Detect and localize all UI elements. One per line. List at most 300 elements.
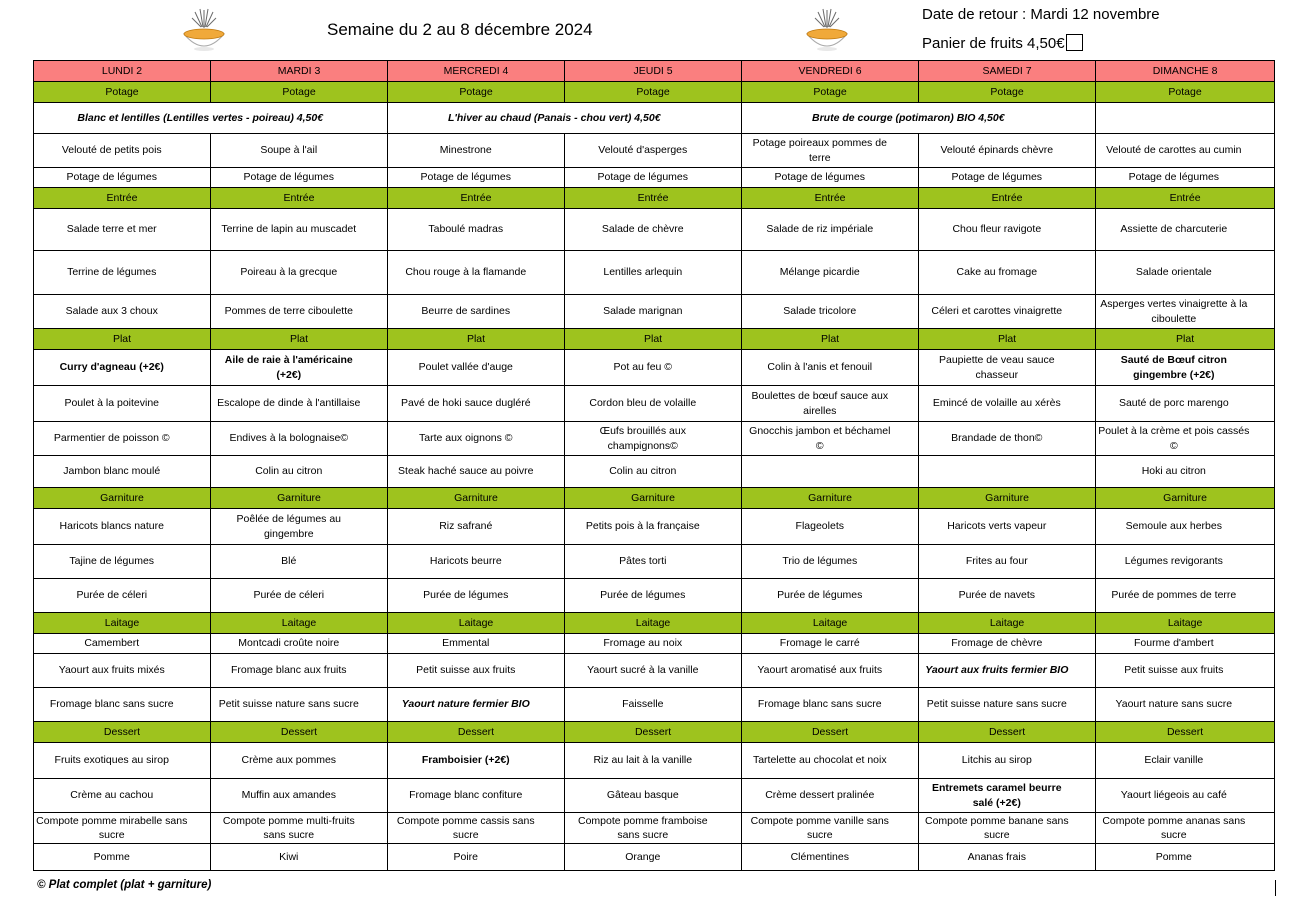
menu-item: Jambon blanc moulé bbox=[34, 456, 190, 488]
menu-item: Velouté d'asperges bbox=[565, 134, 721, 168]
section-header-entree: Entrée bbox=[565, 188, 742, 209]
empty-cell bbox=[1252, 103, 1275, 134]
empty-cell bbox=[898, 545, 919, 579]
empty-cell bbox=[190, 350, 211, 386]
section-header-dessert: Dessert bbox=[34, 722, 211, 743]
empty-cell bbox=[367, 634, 388, 654]
empty-cell bbox=[898, 134, 919, 168]
empty-cell bbox=[898, 456, 919, 488]
menu-item: Salade tricolore bbox=[742, 295, 898, 329]
menu-item: Potage de légumes bbox=[1096, 168, 1252, 188]
footer-note: © Plat complet (plat + garniture) bbox=[37, 879, 212, 891]
day-header: SAMEDI 7 bbox=[919, 61, 1096, 82]
empty-cell bbox=[1075, 545, 1096, 579]
fruit-basket-label: Panier de fruits 4,50€ bbox=[922, 35, 1065, 52]
empty-cell bbox=[190, 168, 211, 188]
table-row bbox=[34, 613, 1275, 634]
empty-cell bbox=[1252, 813, 1275, 844]
table-row bbox=[34, 722, 1275, 743]
table-row bbox=[34, 654, 1275, 688]
empty-cell bbox=[1075, 813, 1096, 844]
empty-cell bbox=[544, 509, 565, 545]
menu-item: Velouté de petits pois bbox=[34, 134, 190, 168]
empty-cell bbox=[367, 779, 388, 813]
empty-cell bbox=[367, 422, 388, 456]
menu-item: Purée de légumes bbox=[742, 579, 898, 613]
table-row bbox=[34, 545, 1275, 579]
section-header-potage: Potage bbox=[211, 82, 388, 103]
menu-item: Potage de légumes bbox=[211, 168, 367, 188]
menu-item: Petits pois à la française bbox=[565, 509, 721, 545]
menu-item: Yaourt liégeois au café bbox=[1096, 779, 1252, 813]
table-row bbox=[34, 82, 1275, 103]
section-header-entree: Entrée bbox=[211, 188, 388, 209]
menu-item: Endives à la bolognaise© bbox=[211, 422, 367, 456]
menu-item: Asperges vertes vinaigrette à la ciboulette bbox=[1096, 295, 1252, 329]
menu-item: Paupiette de veau sauce chasseur bbox=[919, 350, 1075, 386]
menu-item: Sauté de Bœuf citron gingembre (+2€) bbox=[1096, 350, 1252, 386]
empty-cell bbox=[1075, 509, 1096, 545]
empty-cell bbox=[1075, 743, 1096, 779]
section-header-laitage: Laitage bbox=[211, 613, 388, 634]
menu-item: Fromage de chèvre bbox=[919, 634, 1075, 654]
empty-cell bbox=[367, 386, 388, 422]
menu-item: Salade aux 3 choux bbox=[34, 295, 190, 329]
table-row bbox=[34, 779, 1275, 813]
empty-cell bbox=[367, 295, 388, 329]
empty-cell bbox=[1252, 654, 1275, 688]
empty-cell bbox=[190, 688, 211, 722]
menu-item: Camembert bbox=[34, 634, 190, 654]
empty-cell bbox=[544, 545, 565, 579]
menu-item: Tarte aux oignons © bbox=[388, 422, 544, 456]
empty-cell bbox=[1252, 545, 1275, 579]
menu-item: Beurre de sardines bbox=[388, 295, 544, 329]
table-row bbox=[34, 168, 1275, 188]
menu-item: Céleri et carottes vinaigrette bbox=[919, 295, 1075, 329]
table-row bbox=[34, 509, 1275, 545]
menu-item: Framboisier (+2€) bbox=[388, 743, 544, 779]
menu-item: Semoule aux herbes bbox=[1096, 509, 1252, 545]
menu-item: Compote pomme vanille sans sucre bbox=[742, 813, 898, 844]
menu-item: Lentilles arlequin bbox=[565, 251, 721, 295]
empty-cell bbox=[721, 168, 742, 188]
empty-cell bbox=[1075, 168, 1096, 188]
menu-item: Clémentines bbox=[742, 844, 898, 871]
empty-cell bbox=[721, 456, 742, 488]
menu-item: Crème au cachou bbox=[34, 779, 190, 813]
menu-item: Blé bbox=[211, 545, 367, 579]
empty-cell bbox=[898, 422, 919, 456]
menu-item: Steak haché sauce au poivre bbox=[388, 456, 544, 488]
menu-item: Purée de navets bbox=[919, 579, 1075, 613]
special-soup: Brute de courge (potimaron) BIO 4,50€ bbox=[742, 103, 1075, 134]
empty-cell bbox=[544, 688, 565, 722]
menu-item: Yaourt nature sans sucre bbox=[1096, 688, 1252, 722]
empty-cell bbox=[1252, 743, 1275, 779]
section-header-potage: Potage bbox=[388, 82, 565, 103]
table-row bbox=[34, 295, 1275, 329]
menu-item: Fromage au noix bbox=[565, 634, 721, 654]
empty-cell bbox=[544, 422, 565, 456]
table-row bbox=[34, 579, 1275, 613]
table-row bbox=[34, 209, 1275, 251]
menu-item: Terrine de lapin au muscadet bbox=[211, 209, 367, 251]
empty-cell bbox=[190, 545, 211, 579]
empty-cell bbox=[721, 545, 742, 579]
empty-cell bbox=[1096, 103, 1252, 134]
menu-item: Assiette de charcuterie bbox=[1096, 209, 1252, 251]
empty-cell bbox=[898, 168, 919, 188]
empty-cell bbox=[898, 654, 919, 688]
section-header-entree: Entrée bbox=[1096, 188, 1275, 209]
section-header-dessert: Dessert bbox=[388, 722, 565, 743]
menu-item: Gnocchis jambon et béchamel © bbox=[742, 422, 898, 456]
menu-item: Faisselle bbox=[565, 688, 721, 722]
empty-cell bbox=[367, 134, 388, 168]
menu-item: Escalope de dinde à l'antillaise bbox=[211, 386, 367, 422]
section-header-dessert: Dessert bbox=[742, 722, 919, 743]
empty-cell bbox=[721, 509, 742, 545]
menu-item: Potage de légumes bbox=[388, 168, 544, 188]
menu-item: Pot au feu © bbox=[565, 350, 721, 386]
section-header-plat: Plat bbox=[742, 329, 919, 350]
empty-cell bbox=[721, 743, 742, 779]
empty-cell bbox=[1075, 779, 1096, 813]
menu-item: Salade de riz impériale bbox=[742, 209, 898, 251]
menu-item: Œufs brouillés aux champignons© bbox=[565, 422, 721, 456]
menu-item: Compote pomme framboise sans sucre bbox=[565, 813, 721, 844]
menu-item: Montcadi croûte noire bbox=[211, 634, 367, 654]
menu-item: Poulet vallée d'auge bbox=[388, 350, 544, 386]
empty-cell bbox=[1252, 688, 1275, 722]
empty-cell bbox=[367, 654, 388, 688]
table-row bbox=[34, 844, 1275, 871]
menu-item: Poulet à la poitevine bbox=[34, 386, 190, 422]
menu-item: Fourme d'ambert bbox=[1096, 634, 1252, 654]
empty-cell bbox=[544, 295, 565, 329]
menu-item: Emmental bbox=[388, 634, 544, 654]
empty-cell bbox=[1075, 103, 1096, 134]
menu-item: Potage de légumes bbox=[742, 168, 898, 188]
menu-item: Potage de légumes bbox=[565, 168, 721, 188]
empty-cell bbox=[544, 386, 565, 422]
section-header-potage: Potage bbox=[34, 82, 211, 103]
empty-cell bbox=[1252, 456, 1275, 488]
empty-cell bbox=[544, 251, 565, 295]
table-row bbox=[34, 813, 1275, 844]
fruit-basket-option bbox=[922, 34, 1083, 52]
day-header: DIMANCHE 8 bbox=[1096, 61, 1275, 82]
section-header-laitage: Laitage bbox=[1096, 613, 1275, 634]
empty-cell bbox=[544, 456, 565, 488]
section-header-dessert: Dessert bbox=[919, 722, 1096, 743]
weekly-menu-table bbox=[33, 60, 1275, 871]
empty-cell bbox=[190, 654, 211, 688]
table-row bbox=[34, 488, 1275, 509]
menu-item: Mélange picardie bbox=[742, 251, 898, 295]
menu-item: Ananas frais bbox=[919, 844, 1075, 871]
menu-item: Flageolets bbox=[742, 509, 898, 545]
menu-item: Kiwi bbox=[211, 844, 367, 871]
empty-cell bbox=[1252, 168, 1275, 188]
special-soup: L'hiver au chaud (Panais - chou vert) 4,50€ bbox=[388, 103, 721, 134]
menu-item: Purée de céleri bbox=[34, 579, 190, 613]
empty-cell bbox=[721, 654, 742, 688]
page-title: Semaine du 2 au 8 décembre 2024 bbox=[327, 20, 593, 39]
menu-item: Cake au fromage bbox=[919, 251, 1075, 295]
empty-cell bbox=[898, 251, 919, 295]
soup-bowl-icon bbox=[803, 6, 851, 52]
empty-cell bbox=[898, 509, 919, 545]
menu-item: Pavé de hoki sauce dugléré bbox=[388, 386, 544, 422]
empty-cell bbox=[721, 688, 742, 722]
menu-item: Hoki au citron bbox=[1096, 456, 1252, 488]
empty-cell bbox=[1075, 386, 1096, 422]
menu-item: Cordon bleu de volaille bbox=[565, 386, 721, 422]
empty-cell bbox=[1075, 579, 1096, 613]
empty-cell bbox=[898, 209, 919, 251]
empty-cell bbox=[1252, 844, 1275, 871]
empty-cell bbox=[721, 350, 742, 386]
empty-cell bbox=[367, 813, 388, 844]
menu-item: Litchis au sirop bbox=[919, 743, 1075, 779]
empty-cell bbox=[544, 209, 565, 251]
section-header-garniture: Garniture bbox=[742, 488, 919, 509]
section-header-potage: Potage bbox=[565, 82, 742, 103]
section-header-entree: Entrée bbox=[919, 188, 1096, 209]
menu-item: Yaourt aromatisé aux fruits bbox=[742, 654, 898, 688]
empty-cell bbox=[1075, 422, 1096, 456]
empty-cell bbox=[190, 422, 211, 456]
empty-cell bbox=[1075, 209, 1096, 251]
menu-item: Colin au citron bbox=[565, 456, 721, 488]
section-header-plat: Plat bbox=[34, 329, 211, 350]
day-header: VENDREDI 6 bbox=[742, 61, 919, 82]
empty-cell bbox=[1252, 350, 1275, 386]
menu-item: Chou rouge à la flamande bbox=[388, 251, 544, 295]
menu-item: Velouté épinards chèvre bbox=[919, 134, 1075, 168]
menu-item: Salade orientale bbox=[1096, 251, 1252, 295]
empty-cell bbox=[1075, 295, 1096, 329]
menu-item: Tartelette au chocolat et noix bbox=[742, 743, 898, 779]
empty-cell bbox=[898, 386, 919, 422]
menu-item: Purée de céleri bbox=[211, 579, 367, 613]
empty-cell bbox=[721, 251, 742, 295]
table-row bbox=[34, 634, 1275, 654]
table-row bbox=[34, 386, 1275, 422]
menu-item: Yaourt aux fruits fermier BIO bbox=[919, 654, 1075, 688]
empty-cell bbox=[544, 813, 565, 844]
empty-cell bbox=[898, 350, 919, 386]
menu-item: Emincé de volaille au xérès bbox=[919, 386, 1075, 422]
empty-cell bbox=[367, 688, 388, 722]
day-header: MARDI 3 bbox=[211, 61, 388, 82]
menu-item: Compote pomme ananas sans sucre bbox=[1096, 813, 1252, 844]
empty-cell bbox=[1252, 509, 1275, 545]
menu-item: Potage de légumes bbox=[919, 168, 1075, 188]
menu-item: Tajine de légumes bbox=[34, 545, 190, 579]
menu-item: Fruits exotiques au sirop bbox=[34, 743, 190, 779]
empty-cell bbox=[1252, 295, 1275, 329]
menu-item: Pomme bbox=[1096, 844, 1252, 871]
empty-cell bbox=[1252, 251, 1275, 295]
empty-cell bbox=[544, 134, 565, 168]
empty-cell bbox=[544, 168, 565, 188]
empty-cell bbox=[367, 350, 388, 386]
menu-item: Frites au four bbox=[919, 545, 1075, 579]
empty-cell bbox=[1075, 654, 1096, 688]
section-header-potage: Potage bbox=[919, 82, 1096, 103]
menu-item: Riz au lait à la vanille bbox=[565, 743, 721, 779]
menu-item: Yaourt sucré à la vanille bbox=[565, 654, 721, 688]
empty-cell bbox=[190, 743, 211, 779]
empty-cell bbox=[721, 134, 742, 168]
menu-item: Salade de chèvre bbox=[565, 209, 721, 251]
empty-cell bbox=[1075, 350, 1096, 386]
return-date: Date de retour : Mardi 12 novembre bbox=[922, 6, 1160, 23]
empty-cell bbox=[721, 209, 742, 251]
menu-item: Aile de raie à l'américaine (+2€) bbox=[211, 350, 367, 386]
soup-bowl-icon bbox=[180, 6, 228, 52]
empty-cell bbox=[1075, 251, 1096, 295]
section-header-plat: Plat bbox=[388, 329, 565, 350]
menu-item: Parmentier de poisson © bbox=[34, 422, 190, 456]
empty-cell bbox=[1252, 134, 1275, 168]
empty-cell bbox=[1252, 579, 1275, 613]
empty-cell bbox=[898, 295, 919, 329]
menu-item: Poêlée de légumes au gingembre bbox=[211, 509, 367, 545]
menu-item: Yaourt nature fermier BIO bbox=[388, 688, 544, 722]
empty-cell bbox=[367, 579, 388, 613]
empty-cell bbox=[721, 103, 742, 134]
menu-item: Crème dessert pralinée bbox=[742, 779, 898, 813]
menu-item: Potage poireaux pommes de terre bbox=[742, 134, 898, 168]
menu-item: Gâteau basque bbox=[565, 779, 721, 813]
section-header-dessert: Dessert bbox=[565, 722, 742, 743]
empty-cell bbox=[898, 743, 919, 779]
menu-item: Légumes revigorants bbox=[1096, 545, 1252, 579]
empty-cell bbox=[190, 386, 211, 422]
empty-cell bbox=[190, 844, 211, 871]
empty-cell bbox=[190, 813, 211, 844]
section-header-dessert: Dessert bbox=[211, 722, 388, 743]
menu-item: Compote pomme multi-fruits sans sucre bbox=[211, 813, 367, 844]
day-header: MERCREDI 4 bbox=[388, 61, 565, 82]
menu-item bbox=[919, 456, 1075, 488]
menu-item: Petit suisse aux fruits bbox=[1096, 654, 1252, 688]
empty-cell bbox=[190, 251, 211, 295]
menu-item: Pommes de terre ciboulette bbox=[211, 295, 367, 329]
section-header-potage: Potage bbox=[1096, 82, 1275, 103]
empty-cell bbox=[898, 688, 919, 722]
menu-item: Velouté de carottes au cumin bbox=[1096, 134, 1252, 168]
empty-cell bbox=[721, 422, 742, 456]
empty-cell bbox=[190, 134, 211, 168]
empty-cell bbox=[721, 779, 742, 813]
checkbox-icon[interactable] bbox=[1066, 34, 1083, 51]
empty-cell bbox=[367, 743, 388, 779]
menu-item: Taboulé madras bbox=[388, 209, 544, 251]
empty-cell bbox=[367, 103, 388, 134]
menu-item: Entremets caramel beurre salé (+2€) bbox=[919, 779, 1075, 813]
section-header-garniture: Garniture bbox=[565, 488, 742, 509]
menu-item: Boulettes de bœuf sauce aux airelles bbox=[742, 386, 898, 422]
menu-item: Potage de légumes bbox=[34, 168, 190, 188]
menu-item bbox=[742, 456, 898, 488]
empty-cell bbox=[721, 295, 742, 329]
menu-item: Compote pomme mirabelle sans sucre bbox=[34, 813, 190, 844]
section-header-garniture: Garniture bbox=[388, 488, 565, 509]
menu-item: Petit suisse nature sans sucre bbox=[919, 688, 1075, 722]
empty-cell bbox=[544, 579, 565, 613]
section-header-potage: Potage bbox=[742, 82, 919, 103]
menu-item: Salade terre et mer bbox=[34, 209, 190, 251]
section-header-dessert: Dessert bbox=[1096, 722, 1275, 743]
empty-cell bbox=[721, 386, 742, 422]
empty-cell bbox=[1252, 422, 1275, 456]
section-header-garniture: Garniture bbox=[34, 488, 211, 509]
day-header: LUNDI 2 bbox=[34, 61, 211, 82]
menu-item: Chou fleur ravigote bbox=[919, 209, 1075, 251]
menu-item: Petit suisse aux fruits bbox=[388, 654, 544, 688]
empty-cell bbox=[367, 251, 388, 295]
day-header: JEUDI 5 bbox=[565, 61, 742, 82]
table-row bbox=[34, 188, 1275, 209]
empty-cell bbox=[544, 654, 565, 688]
menu-item: Muffin aux amandes bbox=[211, 779, 367, 813]
empty-cell bbox=[1252, 386, 1275, 422]
empty-cell bbox=[721, 634, 742, 654]
empty-cell bbox=[1075, 134, 1096, 168]
menu-item: Purée de pommes de terre bbox=[1096, 579, 1252, 613]
section-header-entree: Entrée bbox=[34, 188, 211, 209]
table-row bbox=[34, 743, 1275, 779]
menu-item: Trio de légumes bbox=[742, 545, 898, 579]
table-row bbox=[34, 688, 1275, 722]
menu-item: Sauté de porc marengo bbox=[1096, 386, 1252, 422]
menu-item: Riz safrané bbox=[388, 509, 544, 545]
menu-item: Poireau à la grecque bbox=[211, 251, 367, 295]
section-header-laitage: Laitage bbox=[919, 613, 1096, 634]
empty-cell bbox=[1075, 634, 1096, 654]
menu-item: Yaourt aux fruits mixés bbox=[34, 654, 190, 688]
empty-cell bbox=[190, 295, 211, 329]
divider bbox=[1275, 880, 1276, 896]
menu-item: Eclair vanille bbox=[1096, 743, 1252, 779]
section-header-garniture: Garniture bbox=[211, 488, 388, 509]
empty-cell bbox=[367, 545, 388, 579]
menu-item: Fromage le carré bbox=[742, 634, 898, 654]
section-header-entree: Entrée bbox=[742, 188, 919, 209]
empty-cell bbox=[190, 634, 211, 654]
empty-cell bbox=[367, 209, 388, 251]
table-row bbox=[34, 456, 1275, 488]
table-row bbox=[34, 422, 1275, 456]
table-row bbox=[34, 61, 1275, 82]
section-header-garniture: Garniture bbox=[1096, 488, 1275, 509]
menu-item: Haricots verts vapeur bbox=[919, 509, 1075, 545]
empty-cell bbox=[190, 579, 211, 613]
table-row bbox=[34, 134, 1275, 168]
menu-item: Salade marignan bbox=[565, 295, 721, 329]
menu-item: Fromage blanc sans sucre bbox=[742, 688, 898, 722]
table-row bbox=[34, 103, 1275, 134]
menu-item: Petit suisse nature sans sucre bbox=[211, 688, 367, 722]
section-header-laitage: Laitage bbox=[742, 613, 919, 634]
menu-item: Colin au citron bbox=[211, 456, 367, 488]
table-row bbox=[34, 329, 1275, 350]
